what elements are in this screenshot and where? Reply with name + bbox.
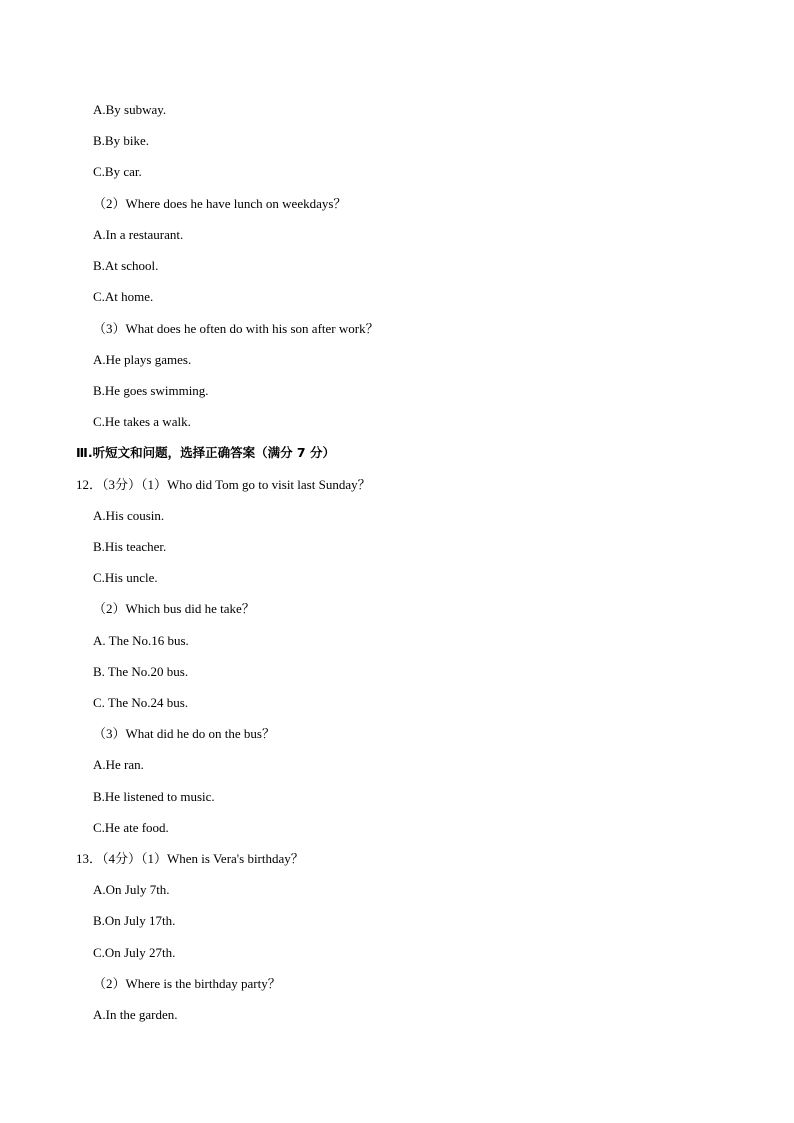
option-a-bus16: A. The No.16 bus. (93, 633, 189, 648)
option-c-walk: C.He takes a walk. (93, 414, 191, 429)
option-b-teacher: B.His teacher. (93, 539, 167, 554)
subquestion-3-son: （3）What does he often do with his son after work？ (93, 321, 379, 336)
option-b-bus20: B. The No.20 bus. (93, 664, 189, 679)
option-a-ran: A.He ran. (93, 757, 144, 772)
option-c-july27: C.On July 27th. (93, 945, 176, 960)
option-b-swimming: B.He goes swimming. (93, 383, 209, 398)
option-c-food: C.He ate food. (93, 820, 169, 835)
option-c-home: C.At home. (93, 289, 154, 304)
option-b-music: B.He listened to music. (93, 789, 215, 804)
question-12: 12．（3分）（1）Who did Tom go to visit last Sunday？ (76, 477, 371, 492)
subquestion-3-on-bus: （3）What did he do on the bus？ (93, 726, 275, 741)
option-c-car: C.By car. (93, 164, 142, 179)
option-a-restaurant: A.In a restaurant. (93, 227, 184, 242)
option-a-cousin: A.His cousin. (93, 508, 165, 523)
subquestion-2-party: （2）Where is the birthday party？ (93, 976, 281, 991)
subquestion-2-lunch: （2）Where does he have lunch on weekdays？ (93, 196, 347, 211)
option-a-july7: A.On July 7th. (93, 882, 170, 897)
option-c-uncle: C.His uncle. (93, 570, 158, 585)
option-b-school: B.At school. (93, 258, 159, 273)
option-c-bus24: C. The No.24 bus. (93, 695, 189, 710)
option-b-bike: B.By bike. (93, 133, 149, 148)
option-b-july17: B.On July 17th. (93, 913, 176, 928)
option-a-garden: A.In the garden. (93, 1007, 178, 1022)
subquestion-2-bus: （2）Which bus did he take？ (93, 601, 255, 616)
option-a-subway: A.By subway. (93, 102, 167, 117)
question-13: 13．（4分）（1）When is Vera's birthday？ (76, 851, 304, 866)
section-heading-3: Ⅲ.听短文和问题，选择正确答案（满分 7 分） (76, 445, 335, 460)
option-a-games: A.He plays games. (93, 352, 192, 367)
